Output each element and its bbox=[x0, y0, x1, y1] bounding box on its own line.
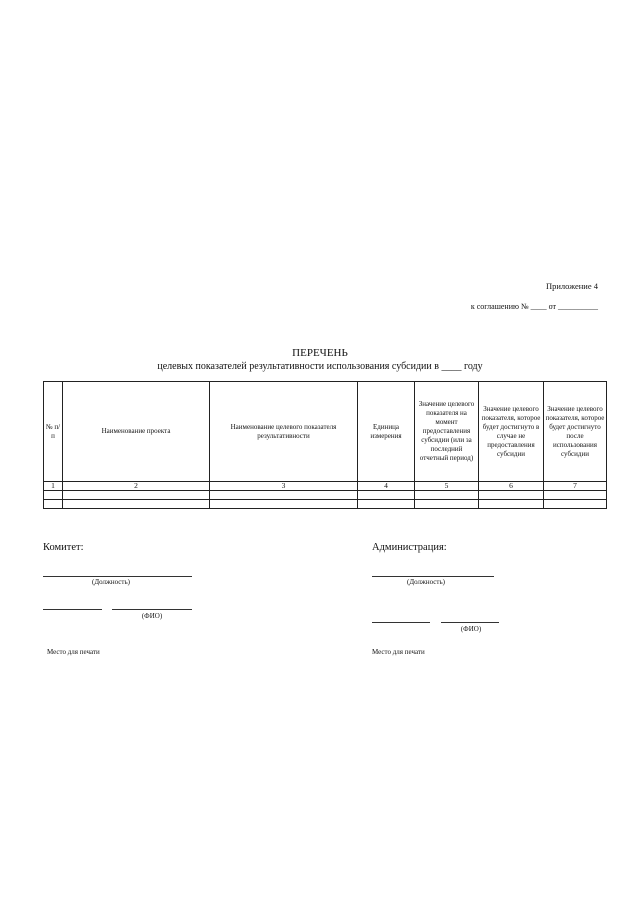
header-value-current: Значение целевого показателя на момент предоставления субсидии (или за последний отчетный период) bbox=[415, 382, 479, 482]
column-number: 7 bbox=[544, 482, 607, 491]
header-unit: Единица измерения bbox=[358, 382, 415, 482]
administration-position-caption: (Должность) bbox=[407, 578, 445, 586]
administration-stamp-place: Место для печати bbox=[372, 648, 425, 656]
column-number-row bbox=[44, 482, 607, 491]
column-number: 6 bbox=[479, 482, 544, 491]
document-title: ПЕРЕЧЕНЬ bbox=[292, 347, 348, 359]
table-row bbox=[44, 491, 607, 500]
committee-name-caption: (ФИО) bbox=[141, 612, 163, 620]
administration-signature-line bbox=[372, 622, 430, 623]
committee-position-line bbox=[43, 576, 192, 577]
table-row bbox=[44, 500, 607, 509]
table-header-row bbox=[44, 382, 607, 482]
committee-signature-line bbox=[43, 609, 102, 610]
administration-label: Администрация: bbox=[372, 542, 447, 553]
appendix-label: Приложение 4 bbox=[546, 281, 598, 291]
header-value-with-subsidy: Значение целевого показателя, которое будет достигнуто после использования субсидии bbox=[544, 382, 607, 482]
committee-stamp-place: Место для печати bbox=[47, 648, 100, 656]
agreement-reference: к соглашению № ____ от __________ bbox=[470, 302, 598, 311]
committee-name-line bbox=[112, 609, 192, 610]
column-number: 5 bbox=[415, 482, 479, 491]
indicators-table bbox=[43, 381, 607, 509]
header-project-name: Наименование проекта bbox=[63, 382, 210, 482]
header-number: № п/п bbox=[44, 382, 63, 482]
column-number: 3 bbox=[210, 482, 358, 491]
column-number: 2 bbox=[63, 482, 210, 491]
committee-label: Комитет: bbox=[43, 542, 84, 553]
header-indicator-name: Наименование целевого показателя результативности bbox=[210, 382, 358, 482]
administration-position-line bbox=[372, 576, 494, 577]
column-number: 1 bbox=[44, 482, 63, 491]
administration-name-line bbox=[441, 622, 499, 623]
header-value-without-subsidy: Значение целевого показателя, которое будет достигнуто в случае не предоставления субсидии bbox=[479, 382, 544, 482]
administration-name-caption: (ФИО) bbox=[460, 625, 482, 633]
column-number: 4 bbox=[358, 482, 415, 491]
document-subtitle: целевых показателей результативности использования субсидии в ____ году bbox=[157, 361, 483, 372]
committee-position-caption: (Должность) bbox=[92, 578, 130, 586]
